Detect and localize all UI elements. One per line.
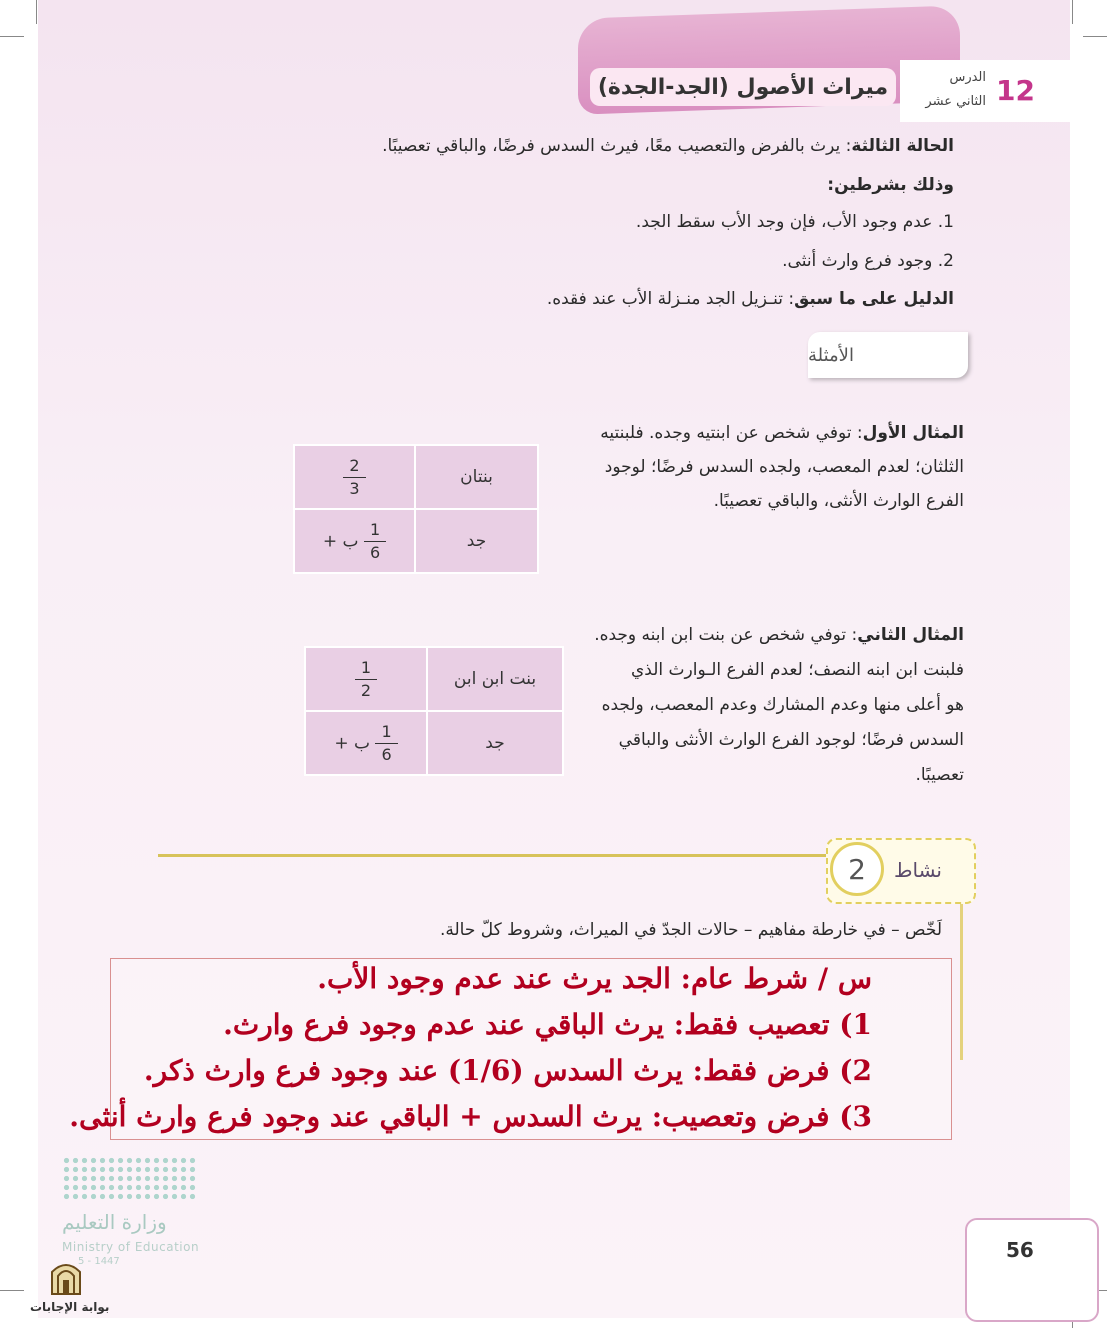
- lesson-title: ميراث الأصول (الجد-الجدة): [590, 68, 896, 106]
- case3-text: : يرث بالفرض والتعصيب معًا، فيرث السدس فرضًا، والباقي تعصيبًا.: [382, 136, 852, 156]
- condition-1: 1. عدم وجود الأب، فإن وجد الأب سقط الجد.: [635, 212, 954, 232]
- share-cell: [306, 648, 426, 710]
- example2-heading: المثال الثاني: [857, 625, 964, 645]
- example1-shares-table: [293, 444, 539, 574]
- evidence-paragraph: [480, 289, 954, 309]
- fraction-numerator: 2: [343, 458, 365, 478]
- lesson-label: الدرس: [949, 70, 986, 85]
- example1-line3: الفرع الوارث الأنثى، والباقي تعصيبًا.: [713, 491, 964, 511]
- activity-side-rule: [960, 900, 963, 1060]
- share-suffix: + ب: [322, 531, 359, 551]
- evidence-heading: الدليل على ما سبق: [794, 289, 954, 309]
- table-row: [306, 648, 562, 710]
- activity-number-badge: 2: [830, 842, 884, 896]
- examples-tab: الأمثلة: [808, 332, 968, 378]
- example1-line2: الثلثان؛ لعدم المعصب، ولجده السدس فرضًا؛ لوجود: [604, 457, 964, 477]
- share-cell: [295, 446, 414, 508]
- page-number: 56: [1006, 1238, 1034, 1262]
- example2-line2: فلبنت ابن ابنه النصف؛ لعدم الفرع الـوارث الذي: [631, 660, 964, 680]
- ministry-logo-icon: [62, 1156, 198, 1200]
- fraction-numerator: 1: [364, 522, 386, 542]
- site-name: بوابة الإجابات: [30, 1300, 110, 1314]
- condition-2: 2. وجود فرع وارث أنثى.: [782, 251, 954, 271]
- answer-line-1: 1) تعصيب فقط: يرث الباقي عند عدم وجود فرع وارث.: [223, 1008, 872, 1041]
- fraction-numerator: 1: [355, 660, 377, 680]
- share-cell: [295, 510, 414, 572]
- crop-mark: [36, 0, 37, 24]
- conditions-heading: وذلك بشرطين:: [827, 175, 954, 195]
- answer-line-general: س / شرط عام: الجد يرث عند عدم وجود الأب.: [317, 962, 872, 995]
- case3-heading: الحالة الثالثة: [851, 136, 954, 156]
- fraction-denominator: 2: [360, 680, 372, 700]
- heir-cell: جد: [428, 712, 562, 774]
- share-cell: [306, 712, 426, 774]
- example2-line3: هو أعلى منها وعدم المشارك وعدم المعصب، ولجده: [601, 695, 964, 715]
- example1-line1: : توفي شخص عن ابنتيه وجده. فلبنتيه: [600, 423, 863, 443]
- answer-line-2: 2) فرض فقط: يرث السدس (1/6) عند وجود فرع وارث ذكر.: [143, 1054, 872, 1087]
- table-row: [295, 446, 537, 508]
- fraction: [364, 519, 386, 562]
- case3-paragraph: [300, 136, 954, 156]
- fraction-numerator: 1: [375, 724, 397, 744]
- ministry-name-ar: وزارة التعليم: [62, 1210, 167, 1234]
- fraction-denominator: 3: [349, 478, 360, 498]
- example2-paragraph: [566, 618, 964, 793]
- ministry-name-en: Ministry of Education: [62, 1240, 200, 1254]
- lesson-number: 12: [996, 74, 1035, 107]
- example1-heading: المثال الأول: [862, 423, 964, 443]
- crop-mark: [0, 36, 24, 37]
- answer-line-3: 3) فرض وتعصيب: يرث السدس + الباقي عند وجود فرع وارث أنثى.: [69, 1100, 872, 1133]
- activity-instruction: لَخّص – في خارطة مفاهيم – حالات الجدّ في الميراث، وشروط كلّ حالة.: [439, 920, 942, 940]
- site-logo-icon: [46, 1256, 86, 1296]
- share-suffix: + ب: [334, 733, 371, 753]
- crop-mark: [1083, 36, 1107, 37]
- example2-line1: : توفي شخص عن بنت ابن ابنه وجده.: [594, 625, 858, 645]
- evidence-text: : تنـزيل الجد منـزلة الأب عند فقده.: [546, 289, 795, 309]
- crop-mark: [1072, 0, 1073, 24]
- example2-line5: تعصيبًا.: [915, 765, 964, 785]
- table-row: [295, 510, 537, 572]
- example2-line4: السدس فرضًا؛ لوجود الفرع الوارث الأنثى والباقي: [618, 730, 964, 750]
- heir-cell: بنت ابن ابن: [428, 648, 562, 710]
- fraction-denominator: 6: [381, 744, 392, 764]
- heir-cell: بنتان: [416, 446, 537, 508]
- fraction: [343, 455, 365, 498]
- lesson-ordinal: الثاني عشر: [925, 94, 986, 109]
- fraction: [375, 721, 397, 764]
- example1-paragraph: [540, 416, 964, 518]
- fraction-denominator: 6: [369, 542, 381, 562]
- edition-year: 5 - 1447: [78, 1256, 120, 1267]
- activity-label: نشاط: [894, 858, 942, 882]
- crop-mark: [0, 1290, 24, 1291]
- heir-cell: جد: [416, 510, 537, 572]
- fraction: [355, 657, 377, 700]
- table-row: [306, 712, 562, 774]
- activity-divider: [158, 854, 826, 857]
- page-number-box: [965, 1218, 1099, 1322]
- example2-shares-table: [304, 646, 564, 776]
